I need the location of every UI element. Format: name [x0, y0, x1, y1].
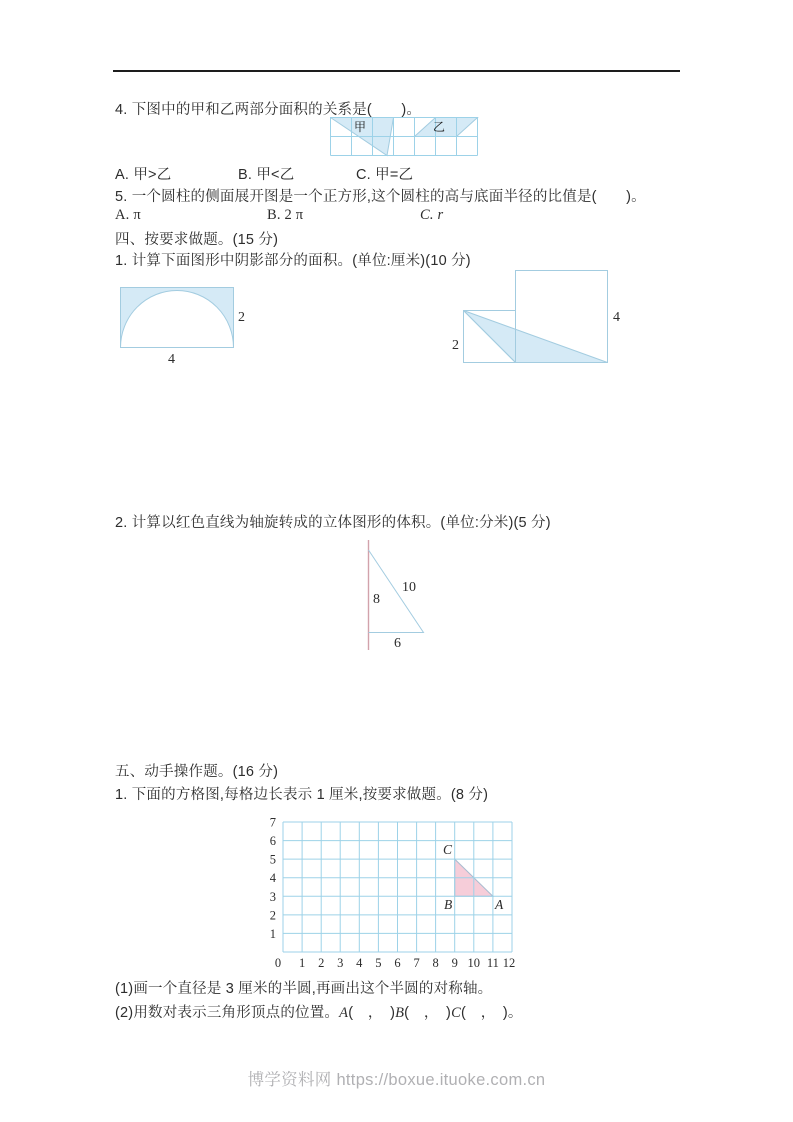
yi-label: 乙	[433, 120, 446, 134]
sec5-q1-text: 1. 下面的方格图,每格边长表示 1 厘米,按要求做题。(8 分)	[115, 787, 489, 803]
question-5-text: 5. 一个圆柱的侧面展开图是一个正方形,这个圆柱的高与底面半径的比值是( )。	[115, 189, 646, 205]
vertex-b-label: B	[444, 897, 453, 912]
x-tick-8: 8	[432, 956, 439, 970]
point-b-blank: ( ， )	[404, 1005, 452, 1021]
jia-label: 甲	[354, 120, 367, 134]
semicircle-rectangle-figure	[117, 282, 267, 372]
vertex-c-label: C	[443, 842, 453, 857]
top-divider	[113, 70, 680, 72]
x-tick-10: 10	[467, 956, 481, 970]
point-b-letter: B	[395, 1005, 405, 1021]
point-c-blank: ( ， )。	[460, 1005, 523, 1021]
x-tick-12: 12	[502, 956, 516, 970]
y-tick-3: 3	[269, 889, 276, 904]
x-tick-4: 4	[356, 956, 363, 970]
two-squares-figure	[450, 264, 628, 374]
q4-option-b: B. 甲<乙	[238, 167, 295, 183]
sub-question-2	[115, 1001, 523, 1022]
x-axis-labels	[275, 956, 515, 970]
rect-height-label: 2	[238, 310, 245, 325]
q4-option-c: C. 甲=乙	[356, 167, 414, 183]
point-a-blank: ( ， )	[348, 1005, 396, 1021]
point-c-letter: C	[451, 1005, 461, 1021]
x-tick-6: 6	[394, 956, 401, 970]
x-tick-2: 2	[318, 956, 325, 970]
x-tick-0: 0	[274, 956, 282, 970]
leg-label: 8	[373, 592, 380, 607]
x-tick-9: 9	[451, 956, 458, 970]
q5-option-b: B. 2 π	[267, 207, 304, 223]
base-label: 6	[394, 636, 401, 651]
section-5-title: 五、动手操作题。(16 分)	[115, 764, 279, 780]
x-tick-1: 1	[298, 956, 306, 970]
small-square-label: 2	[452, 338, 459, 353]
vertex-a-label: A	[495, 897, 504, 912]
q4-option-a: A. 甲>乙	[115, 167, 172, 183]
q4-grid-figure	[330, 117, 480, 158]
question-4-text: 4. 下图中的甲和乙两部分面积的关系是( )。	[115, 102, 422, 118]
x-tick-5: 5	[375, 956, 382, 970]
q5-option-a: A. π	[115, 207, 141, 223]
sub2-prefix: (2)用数对表示三角形顶点的位置。	[115, 1005, 340, 1021]
point-a-letter: A	[339, 1005, 349, 1021]
x-tick-7: 7	[413, 956, 420, 970]
sec4-q2-text: 2. 计算以红色直线为轴旋转成的立体图形的体积。(单位:分米)(5 分)	[115, 515, 551, 531]
section-4-title: 四、按要求做题。(15 分)	[115, 232, 279, 248]
footer-watermark: 博学资料网 https://boxue.ituoke.com.cn	[247, 1071, 546, 1089]
hypotenuse-label: 10	[402, 580, 416, 595]
y-tick-6: 6	[269, 834, 276, 849]
q5-option-c: C. r	[420, 207, 444, 223]
y-tick-5: 5	[269, 852, 276, 867]
shaded-triangle	[464, 311, 608, 363]
x-tick-3: 3	[337, 956, 344, 970]
yi-shaded-region	[415, 118, 478, 137]
y-tick-2: 2	[269, 908, 276, 923]
coordinate-grid-figure	[257, 809, 531, 973]
y-tick-4: 4	[269, 871, 276, 886]
rect-width-label: 4	[168, 352, 175, 367]
y-tick-1: 1	[269, 926, 276, 941]
y-tick-7: 7	[269, 815, 276, 830]
y-axis-labels	[270, 816, 277, 941]
x-tick-11: 11	[486, 956, 499, 970]
sub-question-1: (1)画一个直径是 3 厘米的半圆,再画出这个半圆的对称轴。	[115, 981, 493, 997]
large-square-label: 4	[613, 310, 620, 325]
rotation-triangle-figure	[345, 537, 457, 657]
sec4-q1-text: 1. 计算下面图形中阴影部分的面积。(单位:厘米)(10 分)	[115, 253, 471, 269]
